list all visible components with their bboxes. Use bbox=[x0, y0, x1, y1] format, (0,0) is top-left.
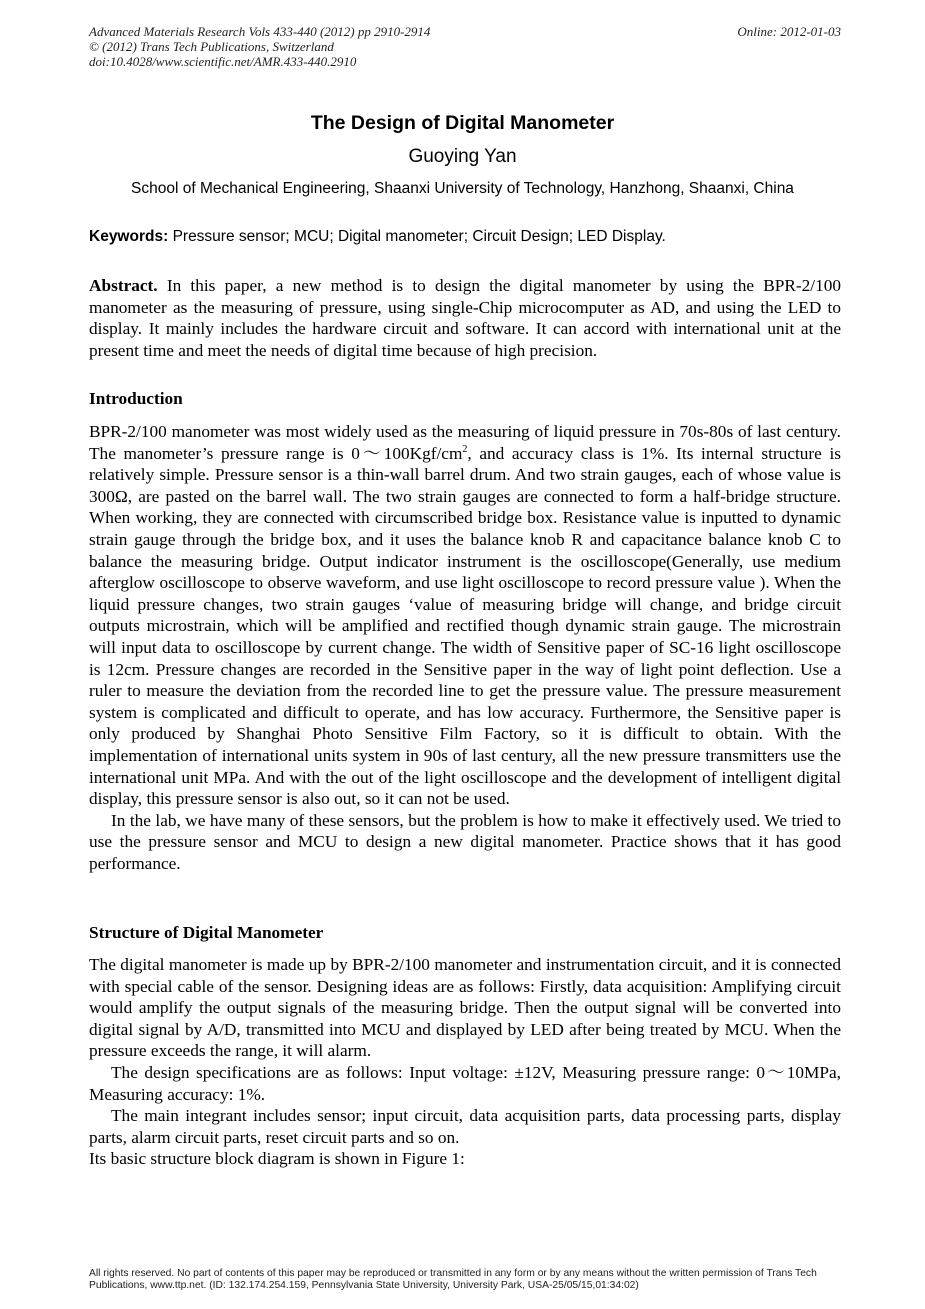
structure-heading: Structure of Digital Manometer bbox=[89, 923, 324, 942]
paper-title: The Design of Digital Manometer bbox=[310, 112, 615, 134]
abstract-label: Abstract. bbox=[89, 276, 158, 295]
abstract-paragraph bbox=[89, 275, 841, 361]
copyright-footer: All rights reserved. No part of contents of this paper may be reproduced or transmitted in any form or by any means without the written permission of Trans Tech Publications, www.ttp.net. (ID: 132.174.254.159, Pennsylvania State University, University Park, USA-25/05/15,01:34:02) bbox=[89, 1268, 817, 1291]
running-header bbox=[89, 24, 841, 69]
keywords-label: Keywords: bbox=[89, 228, 169, 245]
structure-paragraph-1: The digital manometer is made up by BPR-2/100 manometer and instrumentation circuit, and it is connected with special cable of the sensor. Designing ideas are as follows: Firstly, data acquisition: Amplifying circuit would amplify the output signals of the measuring bridge. Then the output signal will be converted into digital signal by A/D, transmitted into MCU and displayed by LED after being treated by MCU. When the pressure exceeds the range, it will alarm. bbox=[89, 955, 841, 1061]
structure-paragraph-3: The main integrant includes sensor; input circuit, data acquisition parts, data processing parts, display parts, alarm circuit parts, reset circuit parts and so on. bbox=[89, 1106, 841, 1147]
introduction-paragraph-1 bbox=[89, 421, 841, 810]
introduction-heading: Introduction bbox=[89, 389, 183, 408]
structure-paragraph-2: The design specifications are as follows: Input voltage: ±12V, Measuring pressure range: 0～10MPa, Measuring accuracy: 1%. bbox=[89, 1062, 841, 1104]
author-name: Guoying Yan bbox=[408, 146, 517, 167]
structure-paragraph-4: Its basic structure block diagram is shown in Figure 1: bbox=[89, 1149, 465, 1169]
copyright-line: © (2012) Trans Tech Publications, Switzerland bbox=[89, 39, 334, 54]
doi-line: doi:10.4028/www.scientific.net/AMR.433-440.2910 bbox=[89, 54, 357, 69]
keywords-text: Pressure sensor; MCU; Digital manometer; Circuit Design; LED Display. bbox=[172, 228, 666, 245]
intro-p1-text-a: BPR-2/100 manometer was most widely used as the measuring of liquid pressure in 70s-80s of last century. The manometer’s pressure range is 0～100Kgf/cm bbox=[89, 422, 841, 463]
affiliation: School of Mechanical Engineering, Shaanxi University of Technology, Hanzhong, Shaanxi, China bbox=[131, 180, 794, 197]
online-date: Online: 2012-01-03 bbox=[737, 24, 841, 39]
intro-p1-text-b: , and accuracy class is 1%. Its internal structure is relatively simple. Pressure sensor is a thin-wall barrel drum. And two strain gauges, each of whose value is 300Ω, are pasted on the barrel wall. The two strain gauges are connected to form a half-bridge structure. When working, they are connected with circumscribed bridge box. Resistance value is inputted to dynamic strain gauge through the bridge box, and it uses the balance knob R and capacitance balance knob C to balance the measuring bridge. Output indicator instrument is the oscilloscope(Generally, use medium afterglow oscilloscope to observe waveform, and use light oscilloscope to record pressure value ). When the liquid pressure changes, two strain gauges ‘value of measuring bridge will change, and bridge circuit outputs microstrain, which will be amplified and rectified though dynamic strain gauge. The microstrain will input data to oscilloscope by current change. The width of Sensitive paper of SC-16 light oscilloscope is 12cm. Pressure changes are recorded in the Sensitive paper in the way of light point deflection. Use a ruler to measure the deviation from the recorded line to get the pressure value. The pressure measurement system is complicated and difficult to operate, and has low accuracy. Furthermore, the Sensitive paper is only produced by Shanghai Photo Sensitive Film Factory, so it is difficult to obtain. With the implementation of international units system in 90s of last century, all the new pressure transmitters use the international unit MPa. And with the out of the light oscilloscope and the development of intelligent digital display, this pressure sensor is also out, so it can not be used. bbox=[89, 443, 841, 809]
introduction-paragraph-2: In the lab, we have many of these sensors, but the problem is how to make it effectively used. We tried to use the pressure sensor and MCU to design a new digital manometer. Practice shows that it has good performance. bbox=[89, 810, 841, 873]
structure-body bbox=[89, 954, 841, 1170]
abstract-text: In this paper, a new method is to design the digital manometer by using the BPR-2/100 manometer as the measuring of pressure, using single-Chip microcomputer as AD, and using the LED to display. It mainly includes the hardware circuit and software. It can accord with international unit at the present time and meet the needs of digital time because of high precision. bbox=[89, 276, 841, 360]
intro-p1-superscript: 2 bbox=[462, 443, 468, 455]
introduction-body bbox=[89, 421, 841, 874]
journal-citation: Advanced Materials Research Vols 433-440 (2012) pp 2910-2914 bbox=[89, 24, 431, 39]
keywords-line bbox=[89, 228, 841, 246]
